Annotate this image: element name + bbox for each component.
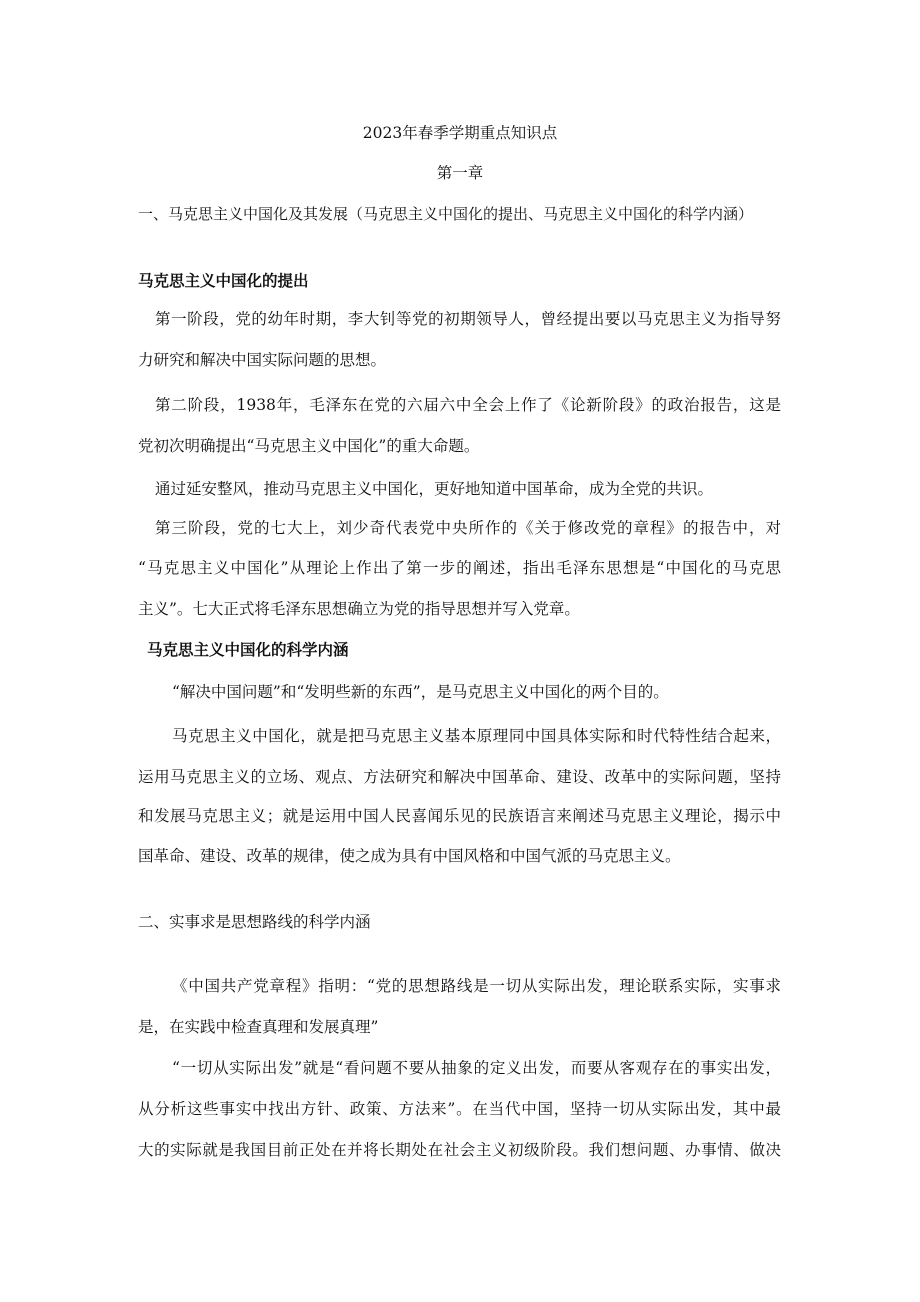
paragraph-line: 是，在实践中检查真理和发展真理” (138, 1018, 379, 1036)
paragraph-line: 第一阶段，党的幼年时期，李大钊等党的初期领导人，曾经提出要以马克思主义为指导努 (155, 310, 781, 328)
paragraph-line: 运用马克思主义的立场、观点、方法研究和解决中国革命、建设、改革中的实际问题，坚持 (138, 768, 781, 786)
section-heading: 一、马克思主义中国化及其发展（马克思主义中国化的提出、马克思主义中国化的科学内涵） (138, 205, 754, 223)
paragraph-line: 第三阶段，党的七大上，刘少奇代表党中央所作的《关于修改党的章程》的报告中，对 (155, 519, 781, 537)
chapter-heading: 第一章 (436, 164, 484, 182)
subsection-heading: 马克思主义中国化的科学内涵 (147, 641, 349, 659)
document-title: 2023年春季学期重点知识点 (362, 124, 558, 142)
paragraph-line: “马克思主义中国化”从理论上作出了第一步的阐述，指出毛泽东思想是“中国化的马克思 (138, 559, 781, 577)
paragraph-line: 通过延安整风，推动马克思主义中国化，更好地知道中国革命，成为全党的共识。 (155, 480, 714, 498)
paragraph-line: 大的实际就是我国目前正处在并将长期处在社会主义初级阶段。我们想问题、办事情、做决 (138, 1141, 781, 1159)
paragraph-line: 和发展马克思主义；就是运用中国人民喜闻乐见的民族语言来阐述马克思主义理论，揭示中 (138, 807, 781, 825)
paragraph-line: “一切从实际出发”就是“看问题不要从抽象的定义出发，而要从客观存在的事实出发， (172, 1059, 781, 1077)
paragraph-line: 党初次明确提出“马克思主义中国化”的重大命题。 (138, 437, 480, 455)
paragraph-line: 马克思主义中国化，就是把马克思主义基本原理同中国具体实际和时代特性结合起来， (172, 727, 781, 745)
paragraph-line: 主义”。七大正式将毛泽东思想确立为党的指导思想并写入党章。 (138, 600, 580, 618)
section-heading: 二、实事求是思想路线的科学内涵 (138, 913, 371, 931)
paragraph-line: 力研究和解决中国实际问题的思想。 (138, 351, 387, 369)
paragraph-line: 第二阶段，1938年，毛泽东在党的六届六中全会上作了《论新阶段》的政治报告，这是 (155, 396, 781, 414)
paragraph-line: 从分析这些事实中找出方针、政策、方法来”。在当代中国，坚持一切从实际出发，其中最 (138, 1100, 781, 1118)
subsection-heading: 马克思主义中国化的提出 (138, 272, 309, 290)
paragraph-line: “解决中国问题”和“发明些新的东西”，是马克思主义中国化的两个目的。 (172, 683, 669, 701)
paragraph-line: 国革命、建设、改革的规律，使之成为具有中国风格和中国气派的马克思主义。 (138, 847, 681, 865)
paragraph-line: 《中国共产党章程》指明：“党的思想路线是一切从实际出发，理论联系实际，实事求 (172, 977, 781, 995)
